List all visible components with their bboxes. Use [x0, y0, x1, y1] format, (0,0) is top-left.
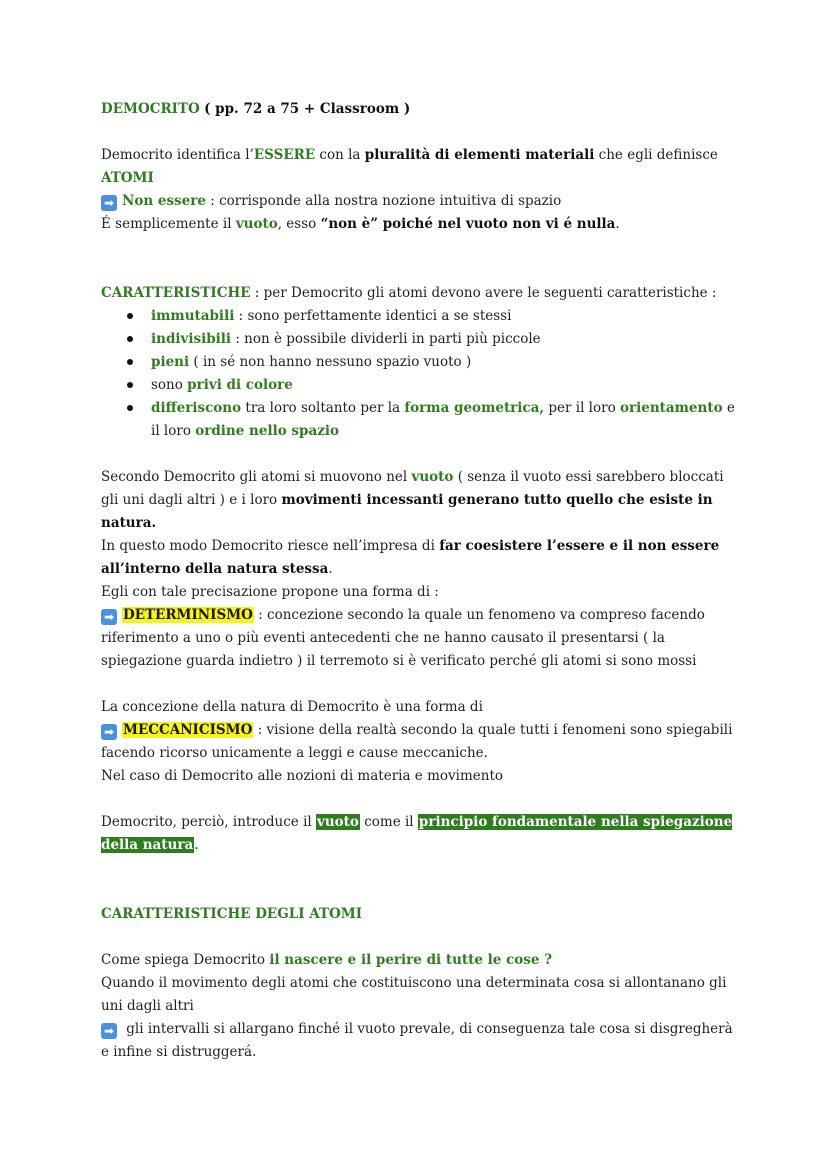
atomi-line-3 [101, 1018, 741, 1064]
bold-statement: far coesistere l’essere e il non essere all’interno della natura stessa [101, 538, 720, 577]
right-arrow-icon: ➡ [101, 724, 117, 740]
term: indivisibili [151, 331, 232, 347]
term-non-essere: Non essere [122, 193, 206, 209]
intro-line-1 [101, 144, 741, 190]
term-vuoto: vuoto [411, 469, 454, 485]
text: tra loro soltanto per la [241, 400, 405, 416]
movimento-paragraph [101, 466, 741, 535]
doc-title [101, 98, 741, 121]
highlight-principio: principio fondamentale nella spiegazione della natura [101, 814, 733, 853]
text: : non è possibile dividerli in parti più piccole [231, 331, 541, 347]
text: e il loro [151, 400, 735, 439]
title-ref: ( pp. 72 a 75 + Classroom ) [204, 101, 411, 117]
text: ( in sé non hanno nessuno spazio vuoto ) [189, 354, 472, 370]
text: con la [315, 147, 365, 163]
text: che egli definisce [594, 147, 718, 163]
term-essere: ESSERE [253, 147, 316, 163]
text: gli intervalli si allargano finché il vuoto prevale, di conseguenza tale cosa si disgregherà e infine si distruggerá. [101, 1021, 733, 1060]
section-heading: CARATTERISTICHE DEGLI ATOMI [101, 906, 363, 922]
list-item [125, 351, 741, 374]
term-atomi: ATOMI [101, 170, 154, 186]
list-item [125, 305, 741, 328]
precisazione-line: Egli con tale precisazione propone una forma di : [101, 584, 439, 600]
list-item [125, 328, 741, 351]
document-page [101, 98, 741, 1064]
right-arrow-icon: ➡ [101, 195, 117, 211]
section-heading: CARATTERISTICHE [101, 285, 251, 301]
text: . [194, 837, 199, 853]
right-arrow-icon: ➡ [101, 1023, 117, 1039]
text: , esso [277, 216, 321, 232]
term: orientamento [620, 400, 723, 416]
determinismo-paragraph [101, 604, 741, 673]
bold-statement: “non è” poiché nel vuoto non vi é nulla [320, 216, 616, 232]
term: pieni [151, 354, 190, 370]
bold-statement: movimenti incessanti generano tutto quello che esiste in natura. [101, 492, 713, 531]
atomi-line-2: Quando il movimento degli atomi che costituiscono una determinata cosa si allontanano gli uni dagli altri [101, 975, 727, 1014]
text: Secondo Democrito gli atomi si muovono nel [101, 469, 412, 485]
term-vuoto: vuoto [235, 216, 278, 232]
highlight-meccanicismo: MECCANICISMO [123, 722, 253, 738]
atomi-question [101, 949, 741, 972]
term: forma geometrica, [404, 400, 545, 416]
characteristics-list [101, 305, 741, 443]
text: : sono perfettamente identici a se stessi [234, 308, 512, 324]
coesistenza-paragraph [101, 535, 741, 581]
caratteristiche-lead [101, 282, 741, 305]
text: ( senza il vuoto essi sarebbero bloccati gli uni dagli altri ) e i loro [101, 469, 724, 508]
question-term: il nascere e il perire di tutte le cose ? [269, 952, 553, 968]
list-item [125, 397, 741, 443]
highlight-vuoto: vuoto [317, 814, 359, 830]
conclusione-line [101, 811, 741, 857]
list-item [125, 374, 741, 397]
text: . [328, 561, 333, 577]
term: privi di colore [187, 377, 293, 393]
text: É semplicemente il [101, 216, 236, 232]
highlight-determinismo: DETERMINISMO [123, 607, 253, 623]
text: : per Democrito gli atomi devono avere le seguenti caratteristiche : [250, 285, 717, 301]
meccanicismo-paragraph [101, 719, 741, 765]
text: per il loro [544, 400, 621, 416]
text: . [615, 216, 620, 232]
term: ordine nello spazio [195, 423, 339, 439]
text: : visione della realtà secondo la quale tutti i fenomeni sono spiegabili facendo ricorso unicamente a leggi e cause meccaniche. [101, 722, 733, 761]
title-name: DEMOCRITO [101, 101, 200, 117]
text: : corrisponde alla nostra nozione intuitiva di spazio [205, 193, 562, 209]
meccanicismo-note: Nel caso di Democrito alle nozioni di materia e movimento [101, 768, 504, 784]
intro-line-2 [101, 190, 741, 213]
text: sono [151, 377, 188, 393]
text: : concezione secondo la quale un fenomeno va compreso facendo riferimento a uno o più eventi antecedenti che ne hanno causato il presentarsi ( la spiegazione guarda indietro ) il terremoto si è verificato perché gli atomi si sono mossi [101, 607, 705, 669]
text: Democrito identifica l’ [101, 147, 254, 163]
meccanicismo-lead: La concezione della natura di Democrito è una forma di [101, 699, 483, 715]
text: Come spiega Democrito [101, 952, 270, 968]
term-pluralita: pluralità di elementi materiali [364, 147, 595, 163]
term: differiscono [151, 400, 242, 416]
intro-line-3 [101, 213, 741, 236]
text: come il [359, 814, 418, 830]
text: In questo modo Democrito riesce nell’impresa di [101, 538, 440, 554]
text: Democrito, perciò, introduce il [101, 814, 317, 830]
right-arrow-icon: ➡ [101, 609, 117, 625]
term: immutabili [151, 308, 235, 324]
atomi-heading [101, 903, 741, 926]
